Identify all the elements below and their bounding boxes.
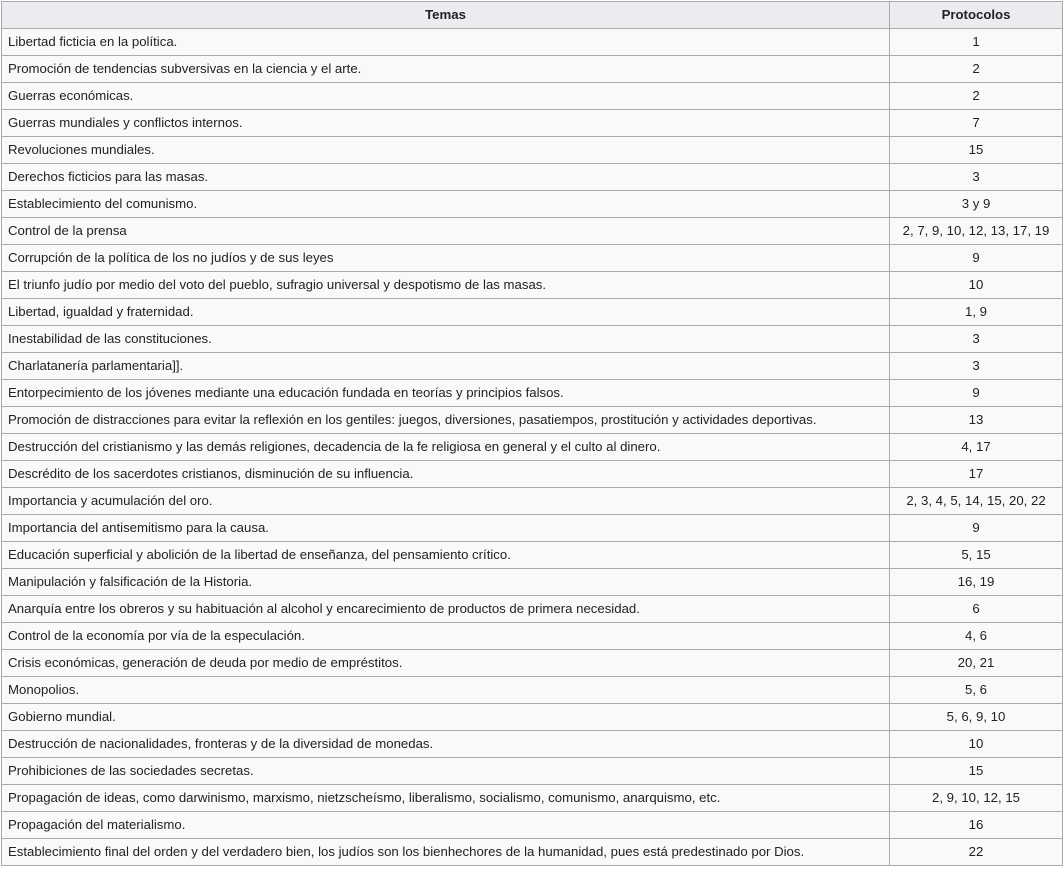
cell-tema: Corrupción de la política de los no judíos y de sus leyes [2,245,890,272]
cell-protocolos: 17 [890,461,1063,488]
cell-tema: El triunfo judío por medio del voto del pueblo, sufragio universal y despotismo de las masas. [2,272,890,299]
cell-protocolos: 1, 9 [890,299,1063,326]
cell-tema: Guerras económicas. [2,83,890,110]
cell-protocolos: 15 [890,758,1063,785]
cell-protocolos: 13 [890,407,1063,434]
table-row [2,731,1063,758]
cell-tema: Libertad, igualdad y fraternidad. [2,299,890,326]
table-row [2,191,1063,218]
table-row [2,461,1063,488]
cell-tema: Destrucción de nacionalidades, fronteras y de la diversidad de monedas. [2,731,890,758]
cell-protocolos: 3 [890,353,1063,380]
cell-protocolos: 2, 3, 4, 5, 14, 15, 20, 22 [890,488,1063,515]
cell-protocolos: 16 [890,812,1063,839]
table-row [2,245,1063,272]
temas-protocolos-table [1,1,1063,866]
cell-tema: Entorpecimiento de los jóvenes mediante una educación fundada en teorías y principios falsos. [2,380,890,407]
cell-tema: Control de la economía por vía de la especulación. [2,623,890,650]
column-header-protocolos: Protocolos [890,2,1063,29]
cell-protocolos: 4, 6 [890,623,1063,650]
cell-tema: Establecimiento del comunismo. [2,191,890,218]
table-row [2,758,1063,785]
cell-tema: Destrucción del cristianismo y las demás religiones, decadencia de la fe religiosa en general y el culto al dinero. [2,434,890,461]
table-row [2,218,1063,245]
table-row [2,623,1063,650]
cell-protocolos: 5, 6 [890,677,1063,704]
table-row [2,839,1063,866]
cell-protocolos: 15 [890,137,1063,164]
cell-tema: Guerras mundiales y conflictos internos. [2,110,890,137]
table-row [2,272,1063,299]
cell-tema: Establecimiento final del orden y del verdadero bien, los judíos son los bienhechores de la humanidad, pues está predestinado por Dios. [2,839,890,866]
cell-protocolos: 5, 15 [890,542,1063,569]
cell-protocolos: 2 [890,83,1063,110]
table-row [2,137,1063,164]
cell-tema: Revoluciones mundiales. [2,137,890,164]
cell-tema: Control de la prensa [2,218,890,245]
table-row [2,164,1063,191]
cell-tema: Propagación de ideas, como darwinismo, marxismo, nietzscheísmo, liberalismo, socialismo, comunismo, anarquismo, etc. [2,785,890,812]
cell-tema: Gobierno mundial. [2,704,890,731]
cell-tema: Promoción de distracciones para evitar la reflexión en los gentiles: juegos, diversiones, pasatiempos, prostitución y actividades deportivas. [2,407,890,434]
table-row [2,812,1063,839]
column-header-temas: Temas [2,2,890,29]
table-row [2,677,1063,704]
table-wrapper [1,1,1063,866]
table-header-row [2,2,1063,29]
table-row [2,29,1063,56]
table-row [2,353,1063,380]
cell-protocolos: 3 [890,164,1063,191]
cell-protocolos: 22 [890,839,1063,866]
table-row [2,542,1063,569]
table-row [2,488,1063,515]
table-row [2,515,1063,542]
cell-protocolos: 2, 7, 9, 10, 12, 13, 17, 19 [890,218,1063,245]
cell-tema: Importancia y acumulación del oro. [2,488,890,515]
cell-protocolos: 7 [890,110,1063,137]
table-row [2,596,1063,623]
table-row [2,110,1063,137]
cell-tema: Promoción de tendencias subversivas en la ciencia y el arte. [2,56,890,83]
table-row [2,650,1063,677]
cell-protocolos: 3 y 9 [890,191,1063,218]
cell-tema: Descrédito de los sacerdotes cristianos, disminución de su influencia. [2,461,890,488]
cell-protocolos: 6 [890,596,1063,623]
cell-tema: Monopolios. [2,677,890,704]
cell-tema: Prohibiciones de las sociedades secretas. [2,758,890,785]
cell-tema: Charlatanería parlamentaria]]. [2,353,890,380]
cell-protocolos: 10 [890,272,1063,299]
cell-protocolos: 3 [890,326,1063,353]
cell-tema: Propagación del materialismo. [2,812,890,839]
cell-tema: Derechos ficticios para las masas. [2,164,890,191]
cell-protocolos: 10 [890,731,1063,758]
cell-tema: Crisis económicas, generación de deuda por medio de empréstitos. [2,650,890,677]
cell-tema: Manipulación y falsificación de la Historia. [2,569,890,596]
table-body [2,29,1063,866]
table-row [2,434,1063,461]
cell-protocolos: 5, 6, 9, 10 [890,704,1063,731]
cell-protocolos: 1 [890,29,1063,56]
cell-protocolos: 9 [890,515,1063,542]
cell-tema: Libertad ficticia en la política. [2,29,890,56]
table-row [2,56,1063,83]
cell-protocolos: 20, 21 [890,650,1063,677]
table-row [2,704,1063,731]
cell-protocolos: 2 [890,56,1063,83]
cell-protocolos: 2, 9, 10, 12, 15 [890,785,1063,812]
cell-tema: Educación superficial y abolición de la libertad de enseñanza, del pensamiento crítico. [2,542,890,569]
table-row [2,83,1063,110]
cell-protocolos: 16, 19 [890,569,1063,596]
cell-tema: Inestabilidad de las constituciones. [2,326,890,353]
table-row [2,299,1063,326]
table-row [2,785,1063,812]
table-row [2,380,1063,407]
table-row [2,407,1063,434]
cell-tema: Importancia del antisemitismo para la causa. [2,515,890,542]
cell-tema: Anarquía entre los obreros y su habituación al alcohol y encarecimiento de productos de primera necesidad. [2,596,890,623]
table-row [2,569,1063,596]
cell-protocolos: 9 [890,380,1063,407]
table-row [2,326,1063,353]
cell-protocolos: 9 [890,245,1063,272]
cell-protocolos: 4, 17 [890,434,1063,461]
